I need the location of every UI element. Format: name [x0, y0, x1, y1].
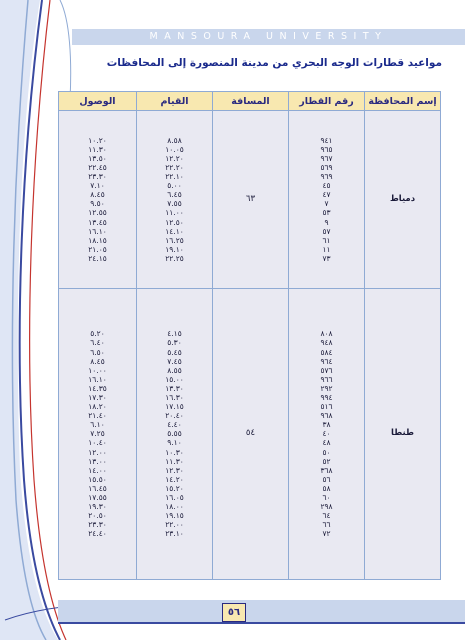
- list-item: ١٥.٠٠: [165, 374, 184, 384]
- list-item: ١٥.٢٠: [165, 483, 184, 493]
- list-item: ٩٦٨: [320, 411, 333, 421]
- list-item: ١٩.١٥: [165, 511, 184, 521]
- list-item: ١١.٣٠: [88, 144, 107, 154]
- departure-times-list: [137, 329, 212, 538]
- footer-rule: [58, 622, 465, 624]
- column-header-governorate: إسم المحافظة: [365, 92, 441, 111]
- list-item: ٥٠: [322, 447, 331, 457]
- list-item: ٨.٤٥: [90, 356, 105, 366]
- list-item: ٨٠٨: [320, 329, 333, 339]
- list-item: ١٠.٠٥: [165, 144, 184, 154]
- list-item: ٢١.٠٥: [88, 244, 107, 254]
- train-numbers-list: [289, 329, 364, 538]
- list-item: ٢٤.١٥: [88, 253, 107, 263]
- train-numbers-cell: [289, 288, 365, 579]
- list-item: ٩٦٧: [320, 153, 333, 163]
- list-item: ٧٢: [322, 529, 331, 539]
- list-item: ٧.٥٥: [167, 199, 182, 209]
- page-title: مواعيد قطارات الوجه البحري من مدينة المنصورة إلى المحافظات: [106, 57, 442, 69]
- list-item: ٥.٢٠: [90, 329, 105, 339]
- list-item: ٨.٤٥: [90, 190, 105, 200]
- list-item: ٢٤.٤٠: [88, 529, 107, 539]
- list-item: ١٦.٣٠: [165, 392, 184, 402]
- governorate-cell: طنطا: [365, 288, 441, 579]
- list-item: ١٩.٣٠: [88, 502, 107, 512]
- list-item: ٥٧: [322, 226, 331, 236]
- list-item: ٦.٤٠: [90, 338, 105, 348]
- list-item: ١٤.١٠: [165, 226, 184, 236]
- list-item: ٥٦٩: [320, 163, 333, 173]
- list-item: ١١: [322, 244, 331, 254]
- column-header-train-number: رقم القطار: [289, 92, 365, 111]
- list-item: ١٠.٤٠: [88, 438, 107, 448]
- list-item: ٢٢.٠٠: [165, 520, 184, 530]
- list-item: ٥٣: [322, 208, 331, 218]
- list-item: ٩.١٠: [167, 438, 182, 448]
- list-item: ٢٩٢: [320, 383, 333, 393]
- list-item: ١٧.٥٥: [88, 493, 107, 502]
- list-item: ١٨.٢٠: [88, 402, 107, 412]
- list-item: ٧.١٠: [90, 181, 105, 191]
- list-item: ٤٠: [322, 429, 331, 439]
- list-item: ٢٩٨: [320, 502, 333, 512]
- train-numbers-list: [289, 136, 364, 263]
- table-header-row: [59, 92, 441, 111]
- list-item: ١٩.١٠: [165, 244, 184, 254]
- university-header: MANSOURA UNIVERSITY: [149, 31, 388, 42]
- list-item: ٢٣.٣٠: [88, 172, 107, 182]
- list-item: ٥٨٤: [320, 347, 333, 357]
- list-item: ١٤.٢٠: [165, 474, 184, 484]
- list-item: ٦.١٠: [90, 420, 105, 430]
- train-numbers-cell: [289, 111, 365, 289]
- list-item: ٢٢.٢٥: [165, 253, 184, 263]
- list-item: ٥٨: [322, 483, 331, 493]
- table-row: [59, 288, 441, 579]
- departure-times-list: [137, 136, 212, 263]
- list-item: ١٢.٢٠: [165, 153, 184, 163]
- list-item: ٥.٣٠: [167, 338, 182, 348]
- departures-cell: [137, 111, 213, 289]
- list-item: ٧.٢٥: [90, 429, 105, 439]
- list-item: ٩: [324, 217, 329, 227]
- list-item: ٤.١٥: [167, 329, 182, 339]
- list-item: ١٧.٣٠: [88, 392, 107, 402]
- arrival-times-list: [59, 329, 136, 538]
- list-item: ١٧.١٥: [165, 402, 184, 412]
- list-item: ١٦.٢٥: [165, 235, 184, 245]
- arrivals-cell: [59, 288, 137, 579]
- list-item: ٥١٦: [320, 402, 333, 412]
- list-item: ١٦.١٠: [88, 374, 107, 384]
- list-item: ٤.٤٠: [167, 420, 182, 430]
- list-item: ٣٨: [322, 420, 331, 430]
- list-item: ١٣.٣٠: [165, 383, 184, 393]
- column-header-arrival: الوصول: [59, 92, 137, 111]
- list-item: ٧٣: [322, 253, 331, 263]
- list-item: ٢٠.٤٠: [165, 411, 184, 421]
- list-item: ٩٦٦: [320, 374, 333, 384]
- list-item: ٤٨: [322, 438, 331, 448]
- list-item: ١٦.١٠: [88, 226, 107, 236]
- departures-cell: [137, 288, 213, 579]
- list-item: ٩٦٥: [320, 144, 333, 154]
- distance-cell: ٥٤: [213, 288, 289, 579]
- list-item: ١٠.٢٠: [88, 135, 107, 145]
- governorate-cell: دمياط: [365, 111, 441, 289]
- list-item: ١٠.٠٠: [88, 365, 107, 375]
- list-item: ٩٦٤: [320, 356, 333, 366]
- list-item: ١٦.٤٥: [88, 483, 107, 493]
- distance-cell: ٦٣: [213, 111, 289, 289]
- list-item: ٢٠.٥٠: [88, 511, 107, 521]
- list-item: ٨.٥٥: [167, 365, 182, 375]
- list-item: ٦.٤٥: [167, 190, 182, 200]
- arrival-times-list: [59, 136, 136, 263]
- list-item: ٢٢.٢٠: [165, 163, 184, 173]
- list-item: ٢١.٤٠: [88, 411, 107, 421]
- list-item: ١٣.٥٠: [88, 153, 107, 163]
- list-item: ١٦.٠٥: [165, 493, 184, 502]
- list-item: ١٣.٤٥: [88, 217, 107, 227]
- list-item: ٦٤: [322, 511, 331, 521]
- list-item: ٦٠: [322, 493, 331, 502]
- list-item: ٨.٥٨: [167, 135, 182, 145]
- table-row: [59, 111, 441, 289]
- list-item: ٧: [324, 199, 329, 209]
- list-item: ٥.٠٠: [167, 181, 182, 191]
- list-item: ١٢.٠٠: [88, 447, 107, 457]
- list-item: ١٤.٣٥: [88, 383, 107, 393]
- list-item: ١٢.٥٠: [165, 217, 184, 227]
- list-item: ٢٢.١٠: [165, 172, 184, 182]
- list-item: ٩٦٩: [320, 172, 333, 182]
- list-item: ١١.٣٠: [165, 456, 184, 466]
- list-item: ١٢.٣٠: [165, 465, 184, 475]
- list-item: ٩.٥٠: [90, 199, 105, 209]
- list-item: ٦.٥٠: [90, 347, 105, 357]
- train-schedule-table: [58, 91, 441, 580]
- list-item: ٥.٥٥: [167, 429, 182, 439]
- list-item: ١٨.٠٠: [165, 502, 184, 512]
- list-item: ١٢.٥٥: [88, 208, 107, 218]
- list-item: ١٤.٠٠: [88, 465, 107, 475]
- page-number: ٥٦: [222, 603, 246, 622]
- list-item: ٥٧٦: [320, 365, 333, 375]
- list-item: ١٠.٣٠: [165, 447, 184, 457]
- list-item: ٩٤٨: [320, 338, 333, 348]
- column-header-distance: المسافة: [213, 92, 289, 111]
- list-item: ٣٦٨: [320, 465, 333, 475]
- train-schedule-table-wrapper: [58, 91, 440, 580]
- list-item: ١١.٠٠: [165, 208, 184, 218]
- list-item: ٢٣.٣٠: [88, 520, 107, 530]
- list-item: ٤٥: [322, 181, 331, 191]
- list-item: ٢٢.٤٥: [88, 163, 107, 173]
- list-item: ٤٧: [322, 190, 331, 200]
- list-item: ٥٢: [322, 456, 331, 466]
- column-header-departure: القيام: [137, 92, 213, 111]
- list-item: ٢٣.١٠: [165, 529, 184, 539]
- list-item: ٦١: [322, 235, 331, 245]
- list-item: ١٥.٥٠: [88, 474, 107, 484]
- list-item: ١٨.١٥: [88, 235, 107, 245]
- list-item: ٧.٤٥: [167, 356, 182, 366]
- list-item: ٥٦: [322, 474, 331, 484]
- list-item: ١٣.٠٠: [88, 456, 107, 466]
- list-item: ٦٦: [322, 520, 331, 530]
- list-item: ٩٩٤: [320, 392, 333, 402]
- arrivals-cell: [59, 111, 137, 289]
- list-item: ٩٤١: [320, 135, 333, 145]
- footer-band: [58, 600, 465, 622]
- list-item: ٥.٤٥: [167, 347, 182, 357]
